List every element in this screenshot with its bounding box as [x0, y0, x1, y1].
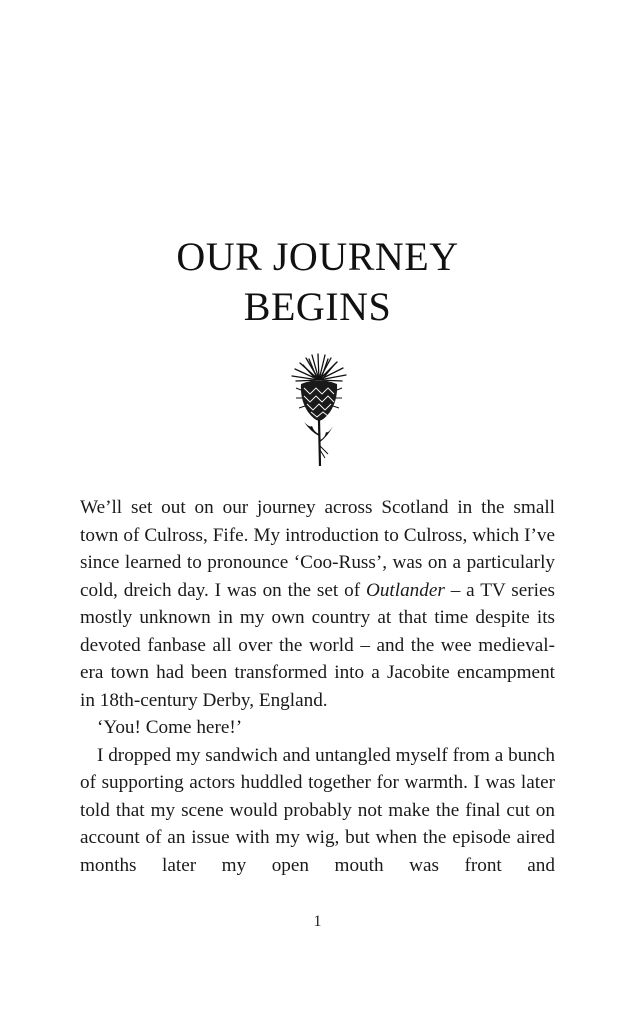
paragraph-2-dialogue: ‘You! Come here!’	[97, 717, 243, 738]
body-text	[80, 494, 555, 879]
paragraph-1-text-cont: – a TV series mostly unknown in my own country at that time despite its devoted fanbase all over the world – and the wee medieval-era town had been transformed into a Jacobite encampment in 18th-century Derby, England.	[80, 579, 555, 711]
paragraph-1	[80, 494, 555, 714]
thistle-icon	[284, 350, 354, 468]
chapter-title-line-1: OUR JOURNEY	[176, 234, 459, 279]
chapter-title	[0, 232, 635, 332]
paragraph-1-text: We’ll set out on our journey across Scotland in the small town of Culross, Fife. My introduction to Culross, which I’ve since learned to pronounce ‘Coo-Russ’, was on a particularly cold, dreich day. I was on the set of	[80, 497, 555, 601]
chapter-title-line-2: BEGINS	[243, 284, 392, 329]
paragraph-3: I dropped my sandwich and untangled myself from a bunch of supporting actors huddled together for warmth. I was later told that my scene would probably not make the final cut on account of an issue with my wig, but when the episode aired months later my open mouth was front and	[80, 744, 555, 876]
book-title-italic: Outlander	[365, 579, 445, 601]
page-number: 1	[313, 913, 322, 930]
